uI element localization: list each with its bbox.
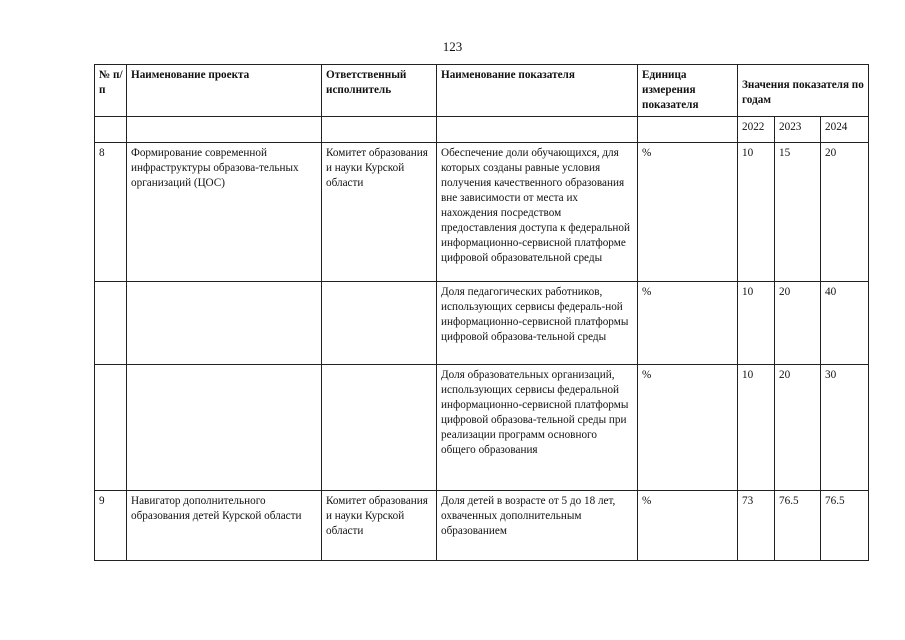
indicator-name: Доля образовательных организаций, использующих сервисы федеральной информационно-сервисной платформы цифровой образова-тельной среды при реализации программ основного общего образования: [437, 365, 638, 491]
value-2023: 20: [775, 365, 821, 491]
unit-cell: %: [638, 143, 738, 282]
year-cell: 2022: [738, 117, 775, 143]
project-name: Формирование современной инфраструктуры образова-тельных организаций (ЦОС): [127, 143, 322, 282]
header-project: Наименование проекта: [127, 65, 322, 117]
table-row: [95, 282, 869, 365]
executor-name: [322, 365, 437, 491]
value-2022: 73: [738, 491, 775, 561]
year-cell: 2024: [821, 117, 869, 143]
year-cell: 2023: [775, 117, 821, 143]
header-indicator: Наименование показателя: [437, 65, 638, 117]
header-unit: Единица измерения показателя: [638, 65, 738, 117]
value-2024: 76.5: [821, 491, 869, 561]
indicator-name: Доля детей в возрасте от 5 до 18 лет, охваченных дополнительным образованием: [437, 491, 638, 561]
unit-cell: %: [638, 365, 738, 491]
value-2024: 30: [821, 365, 869, 491]
row-num: 8: [95, 143, 127, 282]
header-values: Значения показателя по годам: [738, 65, 869, 117]
value-2022: 10: [738, 365, 775, 491]
table-row: [95, 143, 869, 282]
executor-name: Комитет образования и науки Курской области: [322, 491, 437, 561]
value-2024: 20: [821, 143, 869, 282]
header-row: [95, 65, 869, 117]
row-num: [95, 282, 127, 365]
project-name: [127, 282, 322, 365]
table-row: [95, 365, 869, 491]
executor-name: Комитет образования и науки Курской области: [322, 143, 437, 282]
page-number: 123: [442, 39, 463, 54]
executor-name: [322, 282, 437, 365]
header-executor: Ответственный исполнитель: [322, 65, 437, 117]
unit-cell: %: [638, 491, 738, 561]
table-row: [95, 491, 869, 561]
value-2022: 10: [738, 143, 775, 282]
row-num: 9: [95, 491, 127, 561]
value-2022: 10: [738, 282, 775, 365]
value-2023: 20: [775, 282, 821, 365]
header-num: № п/п: [95, 65, 127, 117]
row-num: [95, 365, 127, 491]
indicator-name: Доля педагогических работников, использующих сервисы федераль-ной информационно-сервисной платформы цифровой образова-тельной среды: [437, 282, 638, 365]
value-2024: 40: [821, 282, 869, 365]
project-name: Навигатор дополнительного образования детей Курской области: [127, 491, 322, 561]
value-2023: 15: [775, 143, 821, 282]
value-2023: 76.5: [775, 491, 821, 561]
project-name: [127, 365, 322, 491]
years-row: [95, 117, 869, 143]
indicator-name: Обеспечение доли обучающихся, для которых созданы равные условия получения качественного образования вне зависимости от места их нахождения посредством предоставления доступа к федеральной информационно-сервисной платформе цифровой образовательной среды: [437, 143, 638, 282]
unit-cell: %: [638, 282, 738, 365]
indicators-table: [94, 64, 869, 561]
